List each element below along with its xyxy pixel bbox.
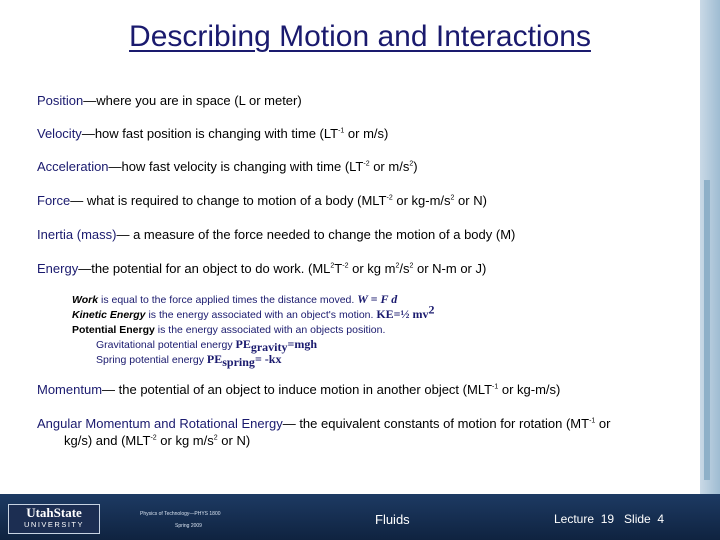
item-momentum-text: — the potential of an object to induce motion in another object (MLT	[102, 382, 493, 397]
item-velocity-post: or m/s)	[344, 126, 389, 141]
logo-line1: UtahState	[26, 505, 82, 520]
spring-line	[72, 352, 672, 370]
item-acceleration-sup2: 2	[409, 160, 414, 168]
item-momentum	[37, 381, 677, 398]
item-inertia	[37, 226, 677, 243]
item-energy-post: or N-m or J)	[413, 261, 487, 276]
spring-text: Spring potential energy	[96, 354, 207, 367]
item-force-post: or N)	[454, 193, 487, 208]
potential-line	[72, 323, 672, 337]
item-energy-a: T	[334, 261, 343, 276]
item-force-mid: or kg-m/s	[392, 193, 451, 208]
item-acceleration	[37, 158, 677, 175]
usu-logo	[8, 504, 100, 534]
work-formula: W = F d	[357, 292, 398, 306]
item-angular-line2b: or kg m/s	[156, 433, 214, 448]
logo-line2: UNIVERSITY	[23, 520, 84, 529]
item-velocity	[37, 125, 677, 142]
item-acceleration-text: —how fast velocity is changing with time (LT	[108, 159, 364, 174]
item-angular-post: or	[595, 416, 611, 431]
kinetic-term: Kinetic Energy	[72, 309, 146, 322]
item-energy-b: or kg m	[348, 261, 396, 276]
right-decor-bar	[700, 0, 720, 494]
spring-formula-sub: spring	[222, 355, 255, 370]
item-position-text: —where you are in space (L or meter)	[83, 93, 302, 108]
item-velocity-key: Velocity	[37, 126, 82, 141]
kinetic-formula: KE=½ mv	[376, 307, 429, 322]
item-angular-line2sup2: 2	[213, 434, 218, 442]
item-energy-sup: 2	[330, 262, 335, 270]
kinetic-text: is the energy associated with an object's motion.	[145, 309, 377, 322]
work-term: Work	[72, 294, 99, 306]
kinetic-line	[72, 302, 672, 322]
item-force	[37, 192, 677, 209]
item-angular-line2c: or N)	[217, 433, 251, 448]
grav-formula-sub: gravity	[250, 339, 288, 354]
item-force-text: — what is required to change to motion of a body (MLT	[70, 193, 387, 208]
item-acceleration-post: )	[413, 159, 418, 174]
item-energy	[37, 260, 677, 277]
item-acceleration-sup: -2	[363, 160, 370, 168]
item-energy-key: Energy	[37, 261, 79, 276]
spring-formula-b: = -kx	[254, 352, 282, 367]
course-name: Physics of Technology—PHYS 1800	[140, 511, 221, 517]
item-acceleration-key: Acceleration	[37, 159, 109, 174]
item-force-sup2: 2	[450, 194, 455, 202]
item-angular-text: — the equivalent constants of motion for rotation (MT	[282, 416, 590, 431]
item-angular-line2sup: -2	[150, 434, 157, 442]
item-force-key: Force	[37, 193, 71, 208]
grav-formula-b: =mgh	[287, 336, 318, 351]
item-momentum-post: or kg-m/s)	[498, 382, 561, 397]
potential-term: Potential Energy	[72, 323, 155, 336]
item-energy-text: —the potential for an object to do work. (ML	[78, 261, 331, 276]
course-term: Spring 2009	[175, 523, 202, 529]
slide-title: Describing Motion and Interactions	[129, 20, 591, 53]
item-inertia-text: — a measure of the force needed to change the motion of a body (M)	[116, 227, 516, 242]
item-energy-sup3: 2	[395, 262, 400, 270]
item-angular-sup: -1	[589, 417, 596, 425]
grav-formula-a: PE	[235, 336, 251, 351]
item-force-sup: -2	[386, 194, 393, 202]
item-angular-line2	[37, 432, 677, 449]
potential-text: is the energy associated with an objects position.	[154, 323, 386, 336]
work-text: is equal to the force applied times the distance moved.	[98, 294, 358, 306]
item-angular-key: Angular Momentum and Rotational Energy	[37, 416, 283, 431]
spring-formula-a: PE	[206, 352, 223, 367]
item-momentum-sup: -1	[492, 383, 499, 391]
item-energy-sup2: -2	[342, 262, 349, 270]
right-decor-stripe	[704, 180, 710, 480]
item-velocity-text: —how fast position is changing with time (LT	[81, 126, 339, 141]
item-velocity-sup: -1	[338, 127, 345, 135]
item-acceleration-mid: or m/s	[369, 159, 410, 174]
topic-label: Fluids	[375, 512, 410, 527]
item-angular	[37, 415, 677, 449]
work-line	[72, 292, 672, 307]
footer-bar	[0, 494, 720, 540]
item-energy-c: /s	[399, 261, 410, 276]
kinetic-formula-sup: 2	[428, 302, 435, 317]
item-momentum-key: Momentum	[37, 382, 103, 397]
item-inertia-key: Inertia (mass)	[37, 227, 117, 242]
item-energy-sup4: 2	[409, 262, 414, 270]
gravitational-line	[72, 337, 672, 352]
item-position-key: Position	[37, 93, 84, 108]
grav-text: Gravitational potential energy	[96, 338, 236, 351]
lecture-slide-number: Lecture 19 Slide 4	[554, 512, 665, 526]
item-position	[37, 92, 677, 109]
item-angular-line2a: kg/s) and (MLT	[64, 433, 151, 448]
energy-details	[72, 292, 672, 370]
